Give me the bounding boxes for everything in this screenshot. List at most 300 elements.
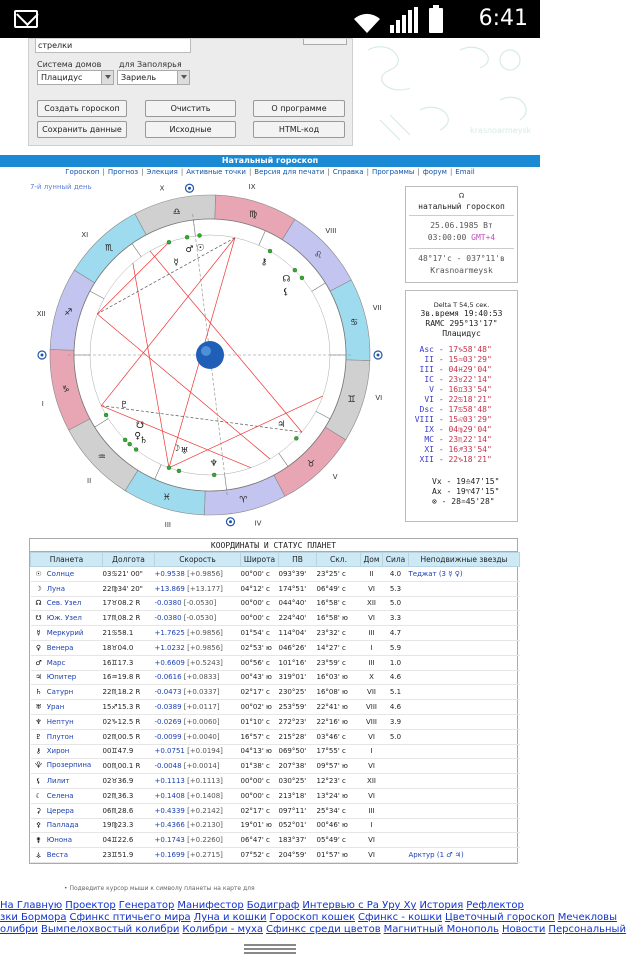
fixed-star-cell [409,655,520,670]
house-cell: VI [361,581,383,596]
fixed-star-cell [409,640,520,655]
power-cell: 1.0 [383,655,409,670]
latitude-cell: 07°52' с [241,848,279,863]
speed-value: +0.1408 [154,791,185,800]
point-name: Vx [432,477,442,486]
table-row[interactable] [31,788,520,803]
zodiac-sign-icon: ♒ [97,452,106,463]
footer-link[interactable]: Новости [501,924,546,935]
planet-marker [268,249,272,253]
latitude-cell: 00°00' с [241,788,279,803]
fixed-star-cell [409,788,520,803]
power-cell: 3.9 [383,714,409,729]
planet-icon: ♃ [277,419,286,430]
planet-cell[interactable] [31,714,103,729]
table-row[interactable] [31,685,520,700]
speed-cell [155,729,241,744]
zodiac-sign-icon: ♋ [350,318,359,329]
planet-cell[interactable] [31,567,103,582]
planet-marker [198,233,202,237]
longitude-cell: 04♊22.6 [103,833,155,848]
zodiac-sign-icon: ♊ [347,394,356,405]
longitude-cell: 17♏08.2 R [103,611,155,626]
house-value: 22♋18'21" [448,395,492,404]
house-cusp-row: MC - 23♏22'14" [406,435,517,445]
planet-cell[interactable] [31,848,103,863]
power-cell [383,833,409,848]
table-row[interactable] [31,567,520,582]
speed-cell [155,670,241,685]
house-cell: III [361,626,383,641]
houses-panel [405,290,518,522]
speed-mean: [+0.1113] [184,777,223,786]
text-input[interactable]: стрелки [35,39,191,53]
planet-icon: ♀ [134,431,142,442]
table-row[interactable] [31,744,520,759]
planet-icon: ☿ [173,257,179,268]
power-cell: 4.6 [383,670,409,685]
house-numeral: I [41,399,44,408]
planet-cell[interactable] [31,670,103,685]
speed-mean: [+0.0040] [181,732,220,741]
planet-icon: ⚷ [260,257,268,268]
fixed-star-cell [409,714,520,729]
footer-link[interactable]: Персональный [548,924,626,935]
nav-separator: | [102,168,105,176]
stub-button[interactable] [303,39,347,45]
house-cell: XII [361,596,383,611]
footer-link[interactable]: На Главную [0,900,63,911]
house-value: 17♋58'48" [448,405,492,414]
chevron-down-icon [177,71,189,84]
house-cell: VI [361,611,383,626]
footer-link[interactable]: Луна и кошки [193,912,267,923]
planet-cell[interactable] [31,596,103,611]
zodiac-sign-icon: ♑ [61,384,70,395]
speed-mean: [+0.2260] [184,836,223,845]
house-name: III [419,365,434,374]
planet-marker [167,240,171,244]
planet-icon: ♆ [35,717,42,726]
planet-marker [177,469,181,473]
speed-cell [155,818,241,833]
planet-name: Сев. Узел [44,599,82,608]
declination-cell: 16°03' ю [317,670,361,685]
house-name: XI [424,445,434,454]
table-row[interactable] [31,729,520,744]
planet-cell[interactable] [31,729,103,744]
house-system: Плацидус [442,329,481,338]
planet-name: Хирон [44,747,70,756]
footer-link[interactable]: Магнитный Монополь [383,924,499,935]
fixed-star-cell [409,744,520,759]
planet-marker [294,436,298,440]
power-cell: 5.9 [383,640,409,655]
ra-cell: 097°11' [279,803,317,818]
planet-icon: ☾ [35,791,42,800]
speed-value: -0.0099 [154,732,182,741]
footer-link-row [0,900,540,912]
speed-mean: [+0.1408] [184,791,223,800]
longitude-cell: 22♍34' 20" [103,581,155,596]
horoscope-wheel[interactable] [26,180,406,529]
planet-marker [167,466,171,470]
house-cell: VI [361,729,383,744]
nav-separator: | [366,168,369,176]
ra-cell: 069°50' [279,744,317,759]
declination-cell: 03°46' с [317,729,361,744]
footer-link[interactable]: Сфинкс птичьего мира [69,912,191,923]
declination-cell: 01°57' ю [317,848,361,863]
house-numeral: II [87,477,92,486]
footer-link[interactable]: Мечекловы [557,912,617,923]
latitude-cell: 16°57' с [241,729,279,744]
declination-cell: 25°34' с [317,803,361,818]
house-numeral: VII [372,304,382,313]
speed-value: +0.1113 [154,777,185,786]
planet-cell[interactable] [31,700,103,715]
fixed-star-cell [409,818,520,833]
info-time: 03:00:00 [427,233,467,242]
column-header: Сила [383,553,409,567]
source-button[interactable]: Исходные [145,121,236,138]
point-row [432,497,517,507]
ra-cell: 253°59' [279,700,317,715]
speed-cell [155,640,241,655]
footer-link[interactable]: зки Бормора [0,912,67,923]
wifi-icon [352,11,380,33]
nav-link[interactable]: форум [422,168,447,176]
planet-cell[interactable] [31,833,103,848]
longitude-cell: 02♑12.5 R [103,714,155,729]
speed-mean: [+0.5243] [184,658,223,667]
earth-icon [196,341,224,369]
table-row[interactable] [31,774,520,789]
planet-cell[interactable] [31,788,103,803]
planet-marker [134,448,138,452]
latitude-cell: 01°54' с [241,626,279,641]
speed-cell [155,626,241,641]
house-cusp-row: III - 04♓29'04" [406,365,517,375]
house-cusp-row: Dsc - 17♋58'48" [406,405,517,415]
nav-link[interactable]: Email [455,168,475,176]
table-title: КООРДИНАТЫ И СТАТУС ПЛАНЕТ [30,539,517,552]
house-numeral: XI [81,231,89,240]
save-data-button[interactable]: Сохранить данные [37,121,127,138]
planet-marker [123,438,127,442]
planet-cell[interactable] [31,774,103,789]
house-name: IX [424,425,434,434]
status-bar [0,0,540,38]
ra-cell: 224°40' [279,611,317,626]
ra-cell: 215°28' [279,729,317,744]
footer-link[interactable]: Интервью с Ра Уру Ху [302,900,417,911]
declination-cell: 06°49' с [317,581,361,596]
nav-link[interactable]: Версия для печати [254,168,325,176]
house-cell: X [361,670,383,685]
table-row[interactable] [31,759,520,774]
decorative-watermark [360,40,540,152]
latitude-cell: 06°47' с [241,833,279,848]
nav-separator: | [327,168,330,176]
house-cusp-row: II - 15♒03'29" [406,355,517,365]
house-cusp-row: IC - 23♉22'14" [406,375,517,385]
create-horoscope-button[interactable]: Создать гороскоп [37,100,127,117]
footer-link[interactable]: Генератор [118,900,175,911]
planet-name: Уран [44,703,65,712]
house-name: XII [419,455,434,464]
declination-cell: 14°27' с [317,640,361,655]
axis-marker-dot [229,520,232,523]
speed-cell [155,567,241,582]
planet-icon: ☋ [135,421,144,432]
speed-mean: [+0.0337] [181,688,220,697]
table-row[interactable] [31,714,520,729]
footer-link[interactable]: Рефлектор [466,900,524,911]
declination-cell: 16°58' ю [317,611,361,626]
nav-link[interactable]: Гороскоп [65,168,100,176]
planet-cell[interactable] [31,581,103,596]
fixed-star-cell [409,700,520,715]
footer-link-row [0,924,626,936]
nav-separator: | [449,168,453,176]
house-cusp-row: VIII - 15♌03'29" [406,415,517,425]
house-value: 04♓29'04" [448,365,492,374]
ra-cell: 174°51' [279,581,317,596]
footer-link[interactable]: Сфинкс - кошки [358,912,442,923]
table-row[interactable] [31,640,520,655]
planet-cell[interactable] [31,818,103,833]
speed-cell [155,596,241,611]
point-row [432,487,517,497]
speed-value: -0.0380 [154,599,182,608]
speed-cell [155,774,241,789]
about-button[interactable]: О программе [253,100,345,117]
polar-label: для Заполярья [119,60,182,69]
footer-link[interactable]: Цветочный гороскоп [444,912,555,923]
latitude-cell: 01°38' с [241,759,279,774]
house-system-value: Плацидус [41,73,83,82]
table-row[interactable] [31,670,520,685]
planet-marker [128,442,132,446]
planet-name: Прозерпина [44,760,92,769]
power-cell [383,848,409,863]
nav-separator: | [180,168,184,176]
house-value: 16♊33'54" [448,385,492,394]
footer-link[interactable]: Вымпелохвостый колибри [41,924,180,935]
planet-cell[interactable] [31,640,103,655]
planet-cell[interactable] [31,744,103,759]
footer-link[interactable]: Манифестор [177,900,244,911]
table-row[interactable] [31,611,520,626]
speed-cell [155,848,241,863]
column-header: Планета [31,553,103,567]
speed-value: +13.869 [154,584,185,593]
nav-link[interactable]: Программы [371,168,415,176]
sidereal-time: Зв.время 19:40:53 [420,309,503,318]
footer-link[interactable]: Бодиграф [246,900,300,911]
planet-icon: ☽ [172,444,181,455]
planet-cell[interactable] [31,655,103,670]
speed-mean: [+0.0014] [181,762,220,771]
speed-mean: [+0.2715] [184,851,223,860]
ra-cell: 046°26' [279,640,317,655]
planet-name: Селена [44,791,74,800]
footer-link[interactable]: Колибри - муха [182,924,264,935]
nav-link[interactable]: Справка [332,168,364,176]
menu-handle-icon[interactable] [244,944,296,954]
speed-mean: [-0.0530] [181,599,217,608]
planet-icon: ♂ [35,658,42,667]
footer-link[interactable]: олибри [0,924,39,935]
nav-link[interactable]: Прогноз [107,168,139,176]
speed-cell [155,611,241,626]
power-cell: 5.3 [383,581,409,596]
house-value: 17♑58'48" [448,345,492,354]
zodiac-sign-icon: ♐ [64,308,73,319]
longitude-cell: 00♏00.1 R [103,759,155,774]
ra-cell: 213°18' [279,788,317,803]
nav-link[interactable]: Активные точки [186,168,246,176]
house-cell: VI [361,848,383,863]
ramc: RAMC 295°13'17" [425,319,498,328]
house-cell: VIII [361,700,383,715]
table-row[interactable] [31,581,520,596]
fixed-star-cell [409,774,520,789]
fixed-star-cell [409,670,520,685]
planet-icon: ☊ [35,599,42,608]
speed-mean: [-0.0530] [181,614,217,623]
house-name: IC [424,375,434,384]
planet-icon: ♃ [35,673,42,682]
latitude-cell: 00°00' с [241,611,279,626]
planet-cell[interactable] [31,759,103,774]
declination-cell: 09°57' ю [317,759,361,774]
clock: 6:41 [478,6,528,31]
planet-name: Венера [44,643,74,652]
house-cusps [406,345,517,465]
longitude-cell: 15♐15.3 R [103,700,155,715]
planet-cell[interactable] [31,685,103,700]
table-row[interactable] [31,596,520,611]
house-value: 23♏22'14" [448,435,492,444]
longitude-cell: 06♏28.6 [103,803,155,818]
point-row [432,477,517,487]
speed-value: +0.0751 [154,747,185,756]
info-date: 25.06.1985 Вт [430,221,493,230]
info-place: Krasnoarmeysk [430,266,493,275]
planet-cell[interactable] [31,626,103,641]
house-cell: I [361,640,383,655]
planet-icon: ♄ [35,688,42,697]
moon-day-label: 7-й лунный день [30,183,92,191]
speed-value: +0.4366 [154,821,185,830]
planet-cell[interactable] [31,611,103,626]
footer-link[interactable]: История [419,900,464,911]
table-row[interactable] [31,833,520,848]
latitude-cell: 04°12' с [241,581,279,596]
longitude-cell: 22♏18.2 R [103,685,155,700]
house-cell: III [361,655,383,670]
house-cell: VI [361,833,383,848]
latitude-cell: 19°01' ю [241,818,279,833]
declination-cell: 05°49' с [317,833,361,848]
clear-button[interactable]: Очистить [145,100,236,117]
declination-cell: 12°23' с [317,774,361,789]
speed-value: +0.9538 [154,569,185,578]
battery-icon [428,5,444,33]
footer-link[interactable]: Проектор [65,900,116,911]
table-row[interactable] [31,700,520,715]
hint-text: • Подведите курсор мыши к символу планеты на карте для [64,885,255,892]
table-row[interactable] [31,848,520,863]
table-row[interactable] [31,818,520,833]
column-header: ПВ [279,553,317,567]
planet-icon: ⚵ [35,836,42,845]
speed-mean: [+0.0194] [184,747,223,756]
table-row[interactable] [31,655,520,670]
speed-cell [155,714,241,729]
house-cusp-row: VI - 22♋18'21" [406,395,517,405]
ra-cell: 114°04' [279,626,317,641]
planet-icon: ☉ [196,243,205,254]
house-cusp-row: XII - 22♑18'21" [406,455,517,465]
fixed-star-cell: Теджат (3 ☿ ♀) [409,567,520,582]
ra-cell: 204°59' [279,848,317,863]
ra-cell: 101°16' [279,655,317,670]
declination-cell: 16°58' с [317,596,361,611]
planet-marker [212,473,216,477]
speed-value: -0.0380 [154,614,182,623]
latitude-cell: 00°02' ю [241,700,279,715]
declination-cell: 23°59' с [317,655,361,670]
svg-text:krasnoarmeysk: krasnoarmeysk [470,126,532,135]
planet-icon: ⯓ [35,760,42,769]
house-numeral: VI [375,394,383,403]
info-title: натальный гороскоп [418,202,505,211]
house-system-select[interactable] [37,70,114,85]
divider [409,248,514,249]
column-header: Скл. [317,553,361,567]
power-cell [383,744,409,759]
divider [409,215,514,216]
house-cell: VII [361,685,383,700]
point-value: - 19♈47'15" [441,487,500,496]
html-code-button[interactable]: HTML-код [253,121,345,138]
speed-mean: [+0.0833] [181,673,220,682]
planet-cell[interactable] [31,803,103,818]
table-row[interactable] [31,803,520,818]
house-name: V [429,385,434,394]
speed-value: +0.1743 [154,836,185,845]
planet-icon: ⚷ [35,747,42,756]
house-cell: VI [361,788,383,803]
house-cusp-row: XI - 16♐33'54" [406,445,517,455]
footer-link[interactable]: Сфинкс среди цветов [266,924,381,935]
power-cell [383,818,409,833]
table-row[interactable] [31,626,520,641]
declination-cell: 23°25' с [317,567,361,582]
footer-link[interactable]: Гороскоп кошек [269,912,356,923]
fixed-star-cell [409,626,520,641]
nav-link[interactable]: Элекция [146,168,178,176]
longitude-cell: 00♊47.9 [103,744,155,759]
ra-cell: 030°25' [279,774,317,789]
polar-select[interactable] [117,70,190,85]
polar-value: Зариель [121,73,157,82]
house-numeral: III [164,520,172,529]
planet-icon: ♇ [120,400,129,411]
